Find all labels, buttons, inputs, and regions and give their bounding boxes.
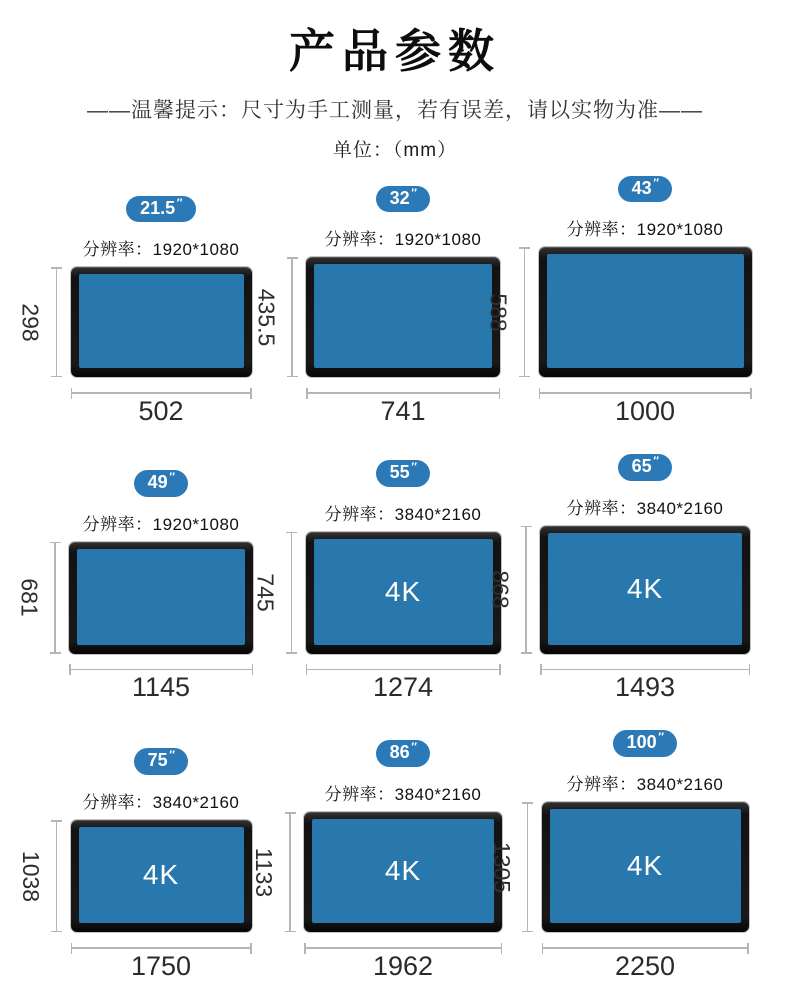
width-dimension-line bbox=[306, 392, 500, 394]
width-dimension-line bbox=[69, 669, 253, 671]
height-value: 868 bbox=[487, 570, 514, 609]
monitor-figure bbox=[486, 247, 752, 377]
inch-mark-icon: ″ bbox=[410, 185, 417, 200]
inch-mark-icon: ″ bbox=[652, 175, 659, 190]
monitor-screen bbox=[312, 819, 494, 923]
size-badge bbox=[134, 470, 189, 497]
resolution-label bbox=[325, 780, 482, 805]
height-dimension-line bbox=[525, 527, 527, 653]
height-value: 1305 bbox=[489, 841, 516, 893]
height-value: 588 bbox=[486, 293, 512, 332]
width-value: 502 bbox=[138, 395, 184, 426]
monitor-frame bbox=[306, 532, 501, 654]
size-value: 32 bbox=[389, 187, 410, 208]
height-value: 745 bbox=[253, 573, 279, 612]
monitor-screen bbox=[548, 533, 742, 645]
monitor-card-100 bbox=[489, 730, 749, 981]
size-value: 75 bbox=[147, 750, 168, 771]
unit-label: 单位：（mm） bbox=[332, 139, 458, 161]
height-value: 435.5 bbox=[253, 288, 280, 347]
width-value: 1274 bbox=[372, 672, 434, 703]
monitor-frame bbox=[69, 542, 253, 654]
resolution-label bbox=[83, 788, 240, 813]
monitor-frame bbox=[540, 526, 750, 654]
inch-mark-icon: ″ bbox=[168, 469, 175, 484]
width-value: 2250 bbox=[614, 950, 676, 981]
resolution-prefix: 分辨率： bbox=[82, 514, 153, 534]
size-badge bbox=[126, 196, 196, 223]
width-value: 741 bbox=[380, 395, 426, 426]
monitor-figure bbox=[253, 257, 500, 377]
height-dimension-line bbox=[289, 813, 291, 931]
resolution-label bbox=[325, 225, 482, 250]
height-value: 298 bbox=[18, 303, 44, 342]
resolution-value: 1920*1080 bbox=[636, 220, 724, 240]
height-label-box bbox=[15, 542, 43, 654]
resolution-prefix: 分辨率： bbox=[324, 230, 395, 250]
width-value: 1750 bbox=[130, 950, 192, 981]
monitor-figure bbox=[18, 267, 252, 377]
height-dimension-line bbox=[56, 268, 58, 376]
size-value: 43 bbox=[631, 177, 652, 198]
height-value: 1133 bbox=[251, 847, 278, 897]
width-dimension-line bbox=[539, 392, 752, 394]
screen-4k-label: 4K bbox=[384, 575, 422, 607]
inch-mark-icon: ″ bbox=[410, 740, 417, 755]
size-badge bbox=[376, 740, 431, 767]
inch-mark-icon: ″ bbox=[657, 730, 664, 745]
notice-text: ——温馨提示：尺寸为手工测量，若有误差，请以实物为准—— bbox=[87, 98, 703, 122]
monitor-screen bbox=[547, 254, 744, 368]
monitor-figure bbox=[487, 526, 750, 654]
height-dimension-line bbox=[291, 533, 293, 653]
monitor-frame bbox=[304, 812, 502, 932]
monitor-screen bbox=[314, 264, 492, 368]
width-value: 1493 bbox=[614, 672, 676, 703]
width-dimension-line bbox=[542, 947, 749, 949]
monitor-card-49 bbox=[16, 469, 253, 703]
resolution-value: 3840*2160 bbox=[636, 775, 724, 795]
size-badge bbox=[376, 186, 431, 213]
monitor-screen bbox=[77, 549, 245, 645]
resolution-label bbox=[325, 500, 482, 525]
height-label-box bbox=[250, 812, 278, 932]
height-label-box bbox=[485, 247, 513, 377]
resolution-label bbox=[567, 494, 724, 519]
monitor-screen bbox=[79, 827, 244, 923]
width-dimension-line bbox=[306, 669, 501, 671]
page-title: 产品参数 bbox=[289, 25, 501, 77]
resolution-value: 3840*2160 bbox=[636, 498, 724, 518]
resolution-prefix: 分辨率： bbox=[82, 793, 153, 813]
resolution-value: 3840*2160 bbox=[394, 785, 482, 805]
size-value: 49 bbox=[147, 471, 168, 492]
inch-mark-icon: ″ bbox=[168, 748, 175, 763]
monitor-figure bbox=[16, 542, 253, 654]
size-value: 100 bbox=[626, 732, 657, 753]
monitor-frame bbox=[71, 820, 252, 932]
screen-4k-label: 4K bbox=[626, 850, 664, 882]
monitor-frame bbox=[71, 267, 252, 377]
height-value: 681 bbox=[16, 578, 43, 617]
height-dimension-line bbox=[524, 248, 526, 376]
monitor-card-21.5 bbox=[18, 195, 252, 427]
monitor-card-32 bbox=[253, 185, 500, 427]
monitor-card-86 bbox=[251, 740, 502, 981]
size-badge bbox=[618, 454, 673, 481]
resolution-value: 3840*2160 bbox=[394, 504, 482, 524]
height-label-box bbox=[17, 820, 45, 932]
height-label-box bbox=[252, 257, 280, 377]
inch-mark-icon: ″ bbox=[176, 195, 182, 210]
monitor-card-75 bbox=[18, 748, 252, 981]
inch-mark-icon: ″ bbox=[652, 453, 659, 468]
height-label-box bbox=[252, 532, 280, 654]
page-header bbox=[0, 0, 790, 162]
resolution-label bbox=[567, 770, 724, 795]
width-value: 1145 bbox=[131, 672, 191, 703]
height-label-box bbox=[17, 267, 45, 377]
resolution-prefix: 分辨率： bbox=[566, 220, 637, 240]
monitor-screen bbox=[79, 274, 244, 368]
monitor-frame bbox=[306, 257, 500, 377]
monitor-figure bbox=[18, 820, 252, 932]
resolution-label bbox=[83, 235, 240, 260]
monitor-figure bbox=[253, 532, 501, 654]
monitor-figure bbox=[489, 802, 749, 932]
resolution-label bbox=[83, 510, 240, 535]
monitor-card-65 bbox=[487, 453, 750, 703]
height-value: 1038 bbox=[18, 850, 45, 902]
height-label-box bbox=[486, 526, 514, 654]
width-dimension-line bbox=[540, 669, 750, 671]
resolution-prefix: 分辨率： bbox=[566, 775, 637, 795]
width-value: 1962 bbox=[372, 950, 434, 981]
size-badge bbox=[618, 176, 673, 203]
width-dimension-line bbox=[71, 947, 252, 949]
resolution-prefix: 分辨率： bbox=[566, 498, 637, 518]
resolution-value: 1920*1080 bbox=[394, 230, 482, 250]
monitor-screen bbox=[550, 809, 741, 923]
height-dimension-line bbox=[54, 543, 56, 653]
inch-mark-icon: ″ bbox=[410, 459, 417, 474]
resolution-prefix: 分辨率： bbox=[324, 504, 395, 524]
width-value: 1000 bbox=[614, 395, 676, 426]
resolution-value: 1920*1080 bbox=[152, 240, 240, 260]
monitor-card-55 bbox=[253, 459, 501, 703]
height-dimension-line bbox=[291, 258, 293, 376]
size-badge bbox=[376, 460, 431, 487]
size-value: 86 bbox=[389, 742, 410, 763]
height-dimension-line bbox=[527, 803, 529, 931]
size-badge bbox=[613, 730, 678, 757]
width-dimension-line bbox=[304, 947, 502, 949]
resolution-value: 1920*1080 bbox=[152, 514, 240, 534]
screen-4k-label: 4K bbox=[142, 859, 180, 891]
monitor-frame bbox=[539, 247, 752, 377]
size-value: 65 bbox=[631, 455, 652, 476]
monitor-frame bbox=[542, 802, 749, 932]
monitor-card-43 bbox=[486, 175, 752, 427]
screen-4k-label: 4K bbox=[626, 572, 664, 604]
resolution-value: 3840*2160 bbox=[152, 793, 240, 813]
height-dimension-line bbox=[56, 821, 58, 931]
width-dimension-line bbox=[71, 392, 252, 394]
monitor-screen bbox=[314, 539, 493, 645]
resolution-prefix: 分辨率： bbox=[82, 240, 153, 260]
height-label-box bbox=[488, 802, 516, 932]
size-value: 55 bbox=[389, 461, 410, 482]
monitor-grid bbox=[0, 162, 790, 982]
resolution-label bbox=[567, 215, 724, 240]
monitor-figure bbox=[251, 812, 502, 932]
screen-4k-label: 4K bbox=[384, 855, 422, 887]
size-badge bbox=[134, 748, 189, 775]
size-value: 21.5 bbox=[140, 197, 176, 218]
resolution-prefix: 分辨率： bbox=[324, 785, 395, 805]
